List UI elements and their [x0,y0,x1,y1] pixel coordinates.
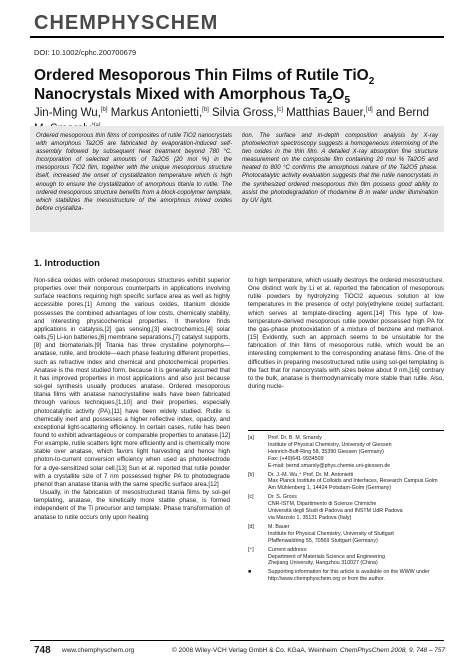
title-oxygen: O [332,86,345,103]
author: Silvia Gross,[c] [212,106,283,119]
journal-citation: ChemPhysChem 2008, 9, 748 – 757 [340,647,446,654]
body-paragraph: to high temperature, which usually destroys the ordered mesostructure. One distinct work by Li et al. reported the fabrication of mesoporous rutile powders by hydrolyzing TiOCl2 aqueous solution at low temperatures in the presence of octyl poly(ethylene oxide) surfactant, which serves at template-directing agent.[14] This type of low-temperature-derived mesoporous rutile powder possessed high PA for the gas-phase photooxidation of a mixture of benzene and methanol.[15] Evidently, such an approach seems to be unsuitable for the fabrication of thin films of mesoporous rutile, which would be an interesting complement to the corresponding anatase films. One of the difficulties in preparing mesostructured rutile using sol-gel templating is the fact that for nanocrystals with sizes below about 9 nm,[16] contrary to the bulk, anatase is thermodynamically more stable than rutile. Also, during nucle- [248,277,444,391]
title-subscript: 2 [326,95,333,107]
abstract-text-right: tion. The surface and in-depth composition analysis by X-ray photoelectron spectroscopy suggests a homogeneous intermixing of the two oxides in the thin film. A detailed X-ray absorption fine structure measurement on the composite film containing 20 mol % Ta2O5 and heated to 800 °C confirms the amorphous nature of the Ta2O5 phase. Photocatalytic activity evaluation suggests that the rutile nanocrystals in the synthesized ordered mesoporous thin film possess good ability to assist the photodegradation of rhodamine B in water under illumination by UV light. [242,133,438,204]
footnote-d: [d] M. Bauer Institute for Physical Chemistry, University of Stuttgart Pfaffenwaldring 55, 70569 Stuttgart (Germany) [248,523,394,544]
abstract-left-column [36,132,232,213]
title-subscript: 5 [344,95,351,107]
supporting-info-icon: ■ [248,569,252,576]
affiliation-footnotes [248,435,444,585]
title-line-1: Ordered Mesoporous Thin Films of Rutile TiO [34,67,369,84]
article-title [34,66,444,107]
abstract-text-left: Ordered mesoporous thin films of composites of rutile TiO2 nanocrystals with amorphous Ta2O5 are fabricated by evaporation-induced self-assembly followed by subsequent heat treatment beyond 780 °C. Incorporation of selected amounts of Ta2O5 (20 mol %) in the mesoporous TiO2 film, together with the unique mesoporous structure itself, increased the onset of crystallization temperature which is high enough to ensure the crystallization of amorphous titania to rutile. The ordered mesoporous structure benefits from a block-copolymer template, which stabilizes the mesostructure of the amorphous mixed oxides before crystalliza- [36,133,232,212]
author: Markus Antonietti,[b] [110,106,209,119]
footnote-supporting-info [248,569,444,583]
title-line-2: Nanocrystals Mixed with Amorphous Ta [34,86,327,103]
journal-masthead: CHEMPHYSCHEM [34,12,219,34]
email-link[interactable]: E-mail: bernd.smarsly@phys.chemie.uni-giessen.de [268,462,391,469]
supporting-info-link[interactable]: Supporting information for this article is available on the WWW under http://www.chemphyschem.org or from the author. [268,569,430,583]
body-paragraph: Non-silica oxides with ordered mesoporous structures exhibit superior properties over their nonporous counterparts in applications involving surface reactions requiring high specific surface area as well as highly accessible pores.[1] Among the various oxides, titanium dioxide possesses the combined advantages of low costs, chemically stability, and interesting physicochemical properties. It therefore finds applications in catalysis,[2] gas sensing,[3] electrochemics,[4] solar cells,[5] Li-ion batteries,[6] membrane separations,[7] catalyst supports,[8] and biomaterials.[9] Titania has three crystalline polymorphs—anatase, rutile, and brookite—each phase featuring different properties, such as refractive index and chemical and photochemical properties. Anatase is the most studied form, because it is generally assumed that it has improved properties in most applications and also just because sol-gel synthesis usually produces anatase. Ordered mesoporous titania films with anatase nanocrystalline walls have been fabricated through various techniques,[1,10] and their properties, especially photocatalytic activity (PA),[11] have been widely studied. Rutile is chemically inert and possesses a higher reflective index, opacity, and exceptional light-scattering efficiency. In certain cases, rutile has been found to exhibit advantageous or comparable properties to anatase.[12] For example, rutile scatters light more efficiently and is chemically more stable over anatase, which favors light harvesting and hence high photon-to-current conversion efficiency when used as photoelectrode for a dye-sensitized solar cell.[13] Sun et al. reported that rutile powder with a crystallite size of 7 nm possessed higher PA to photodegrade phenol than anatase titania with the same specific surface area.[12] [34,277,230,488]
abstract-right-column [242,132,438,205]
body-right-column [248,277,444,391]
footnote-rule [248,430,444,431]
page-number: 748 [34,645,51,656]
journal-website-link[interactable]: www.chemphyschem.org [62,647,135,654]
author: Matthias Bauer,[d] [286,106,373,119]
author: Jin-Ming Wu,[b] [34,106,108,119]
footnote-current-address: [⁺] Current address: Department of Materials Science and Engineering Zhejiang University, Hangzhou 310027 (China) [248,546,385,567]
copyright-notice: © 2008 Wiley-VCH Verlag GmbH & Co. KGaA, Weinheim [172,647,338,654]
author: and Bernd [375,106,429,119]
body-left-column [34,277,230,522]
footnote-b: [b] Dr. J.-M. Wu,⁺ Prof. Dr. M. Antonietti Max Planck Institute of Colloids and Interfaces, Research Campus Golm Am Mühlenberg 1, 14424 Potsdam-Golm (Germany) [248,471,438,492]
footnote-a: [a] Prof. Dr. B. M. Smarsly Institute of Physical Chemistry, University of Giessen Heinrich-Buff-Ring 58, 35390 Giessen (Germany) Fax: (+49)641-9934509 E-mail: bernd.smarsly@phys.chemie.uni-giessen.de [248,435,444,470]
footer-rule [30,640,444,641]
title-subscript: 2 [368,76,375,88]
footnote-c: [c] Dr. S. Gross CNR-ISTM, Dipartimento di Scienze Chimiche Università degli Studi di Padova and INSTM UdR Padova via Marzolo 1, 35131 Padova (Italy) [248,494,403,521]
body-paragraph: Usually, in the fabrication of mesostructured titania films by sol-gel templating, anatase, the kinetically more stable phase, is formed independent of the Ti precursor and template. Phase transformation of anatase to rutile occurs only upon heating [34,489,230,521]
section-heading: 1. Introduction [34,258,100,269]
abstract-box [30,126,444,232]
doi-line[interactable]: DOI: 10.1002/cphc.200700679 [34,48,137,57]
masthead-rule [30,36,444,38]
